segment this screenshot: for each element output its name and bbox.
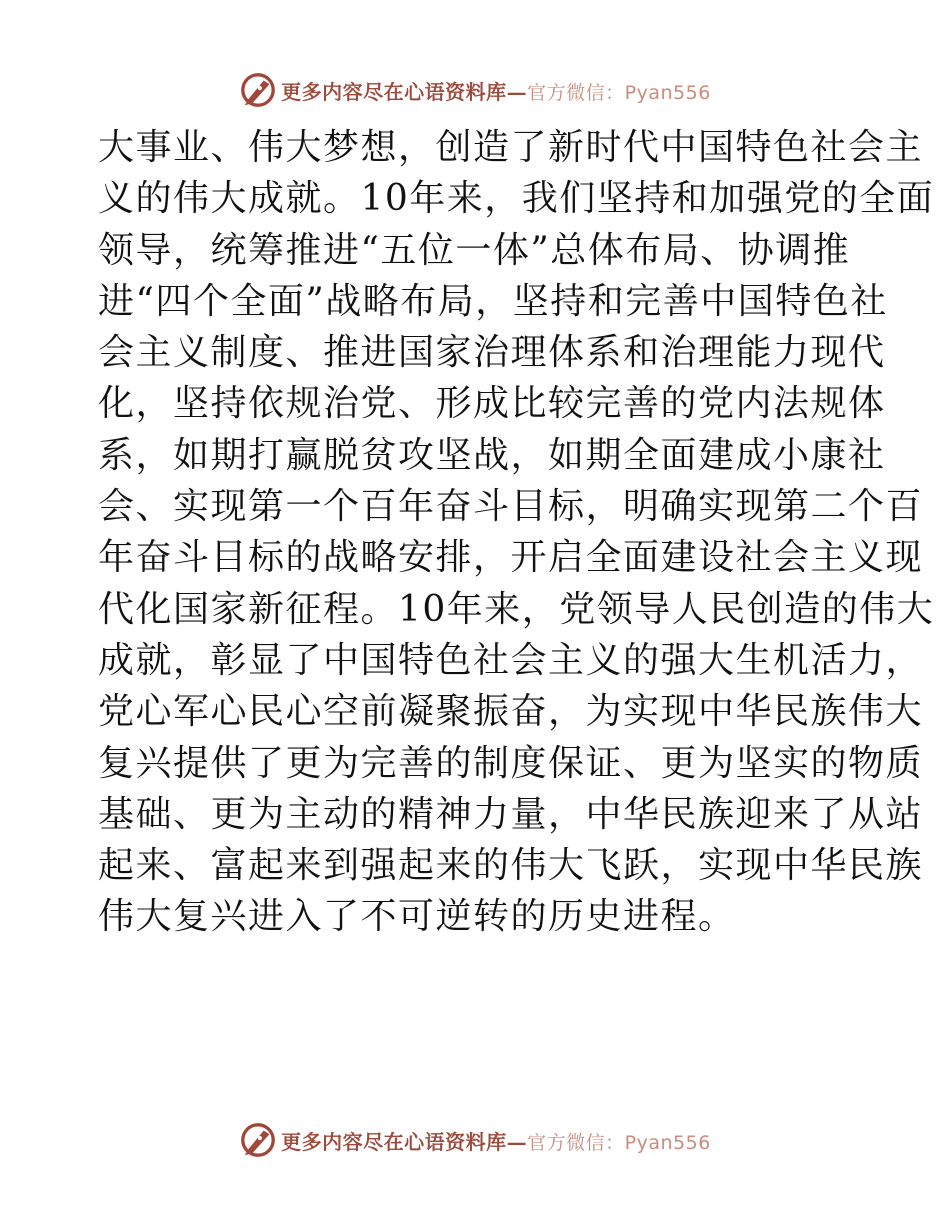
body-line: 系，如期打赢脱贫攻坚战，如期全面建成小康社: [98, 434, 886, 476]
pen-nib-logo-icon: [239, 1121, 277, 1159]
body-line: 会主义制度、推进国家治理体系和治理能力现代: [98, 332, 886, 374]
body-line: 复兴提供了更为完善的制度保证、更为坚实的物质: [98, 742, 924, 784]
body-line: 会、实现第一个百年奋斗目标，明确实现第二个百: [98, 486, 924, 528]
header-banner: [0, 70, 950, 110]
body-line: 成就，彰显了中国特色社会主义的强大生机活力，: [98, 639, 924, 681]
footer-banner: [0, 1120, 950, 1160]
body-line: 基础、更为主动的精神力量，中华民族迎来了从站: [98, 793, 924, 835]
body-paragraph: [98, 122, 935, 943]
footer-banner-wechat: 官方微信：Pyan556: [527, 1131, 711, 1154]
body-line: 代化国家新征程。10年来，党领导人民创造的伟大: [98, 588, 935, 630]
header-banner-wechat: 官方微信：Pyan556: [527, 81, 711, 104]
body-line: 起来、富起来到强起来的伟大飞跃，实现中华民族: [98, 845, 924, 887]
header-banner-text: [281, 76, 711, 105]
footer-banner-slogan: 更多内容尽在心语资料库—: [281, 1129, 528, 1154]
pen-nib-logo-icon: [239, 71, 277, 109]
body-line: 进“四个全面”战略布局，坚持和完善中国特色社: [98, 280, 888, 322]
body-line: 化，坚持依规治党、形成比较完善的党内法规体: [98, 383, 886, 425]
footer-banner-text: [281, 1126, 711, 1155]
body-line: 大事业、伟大梦想，创造了新时代中国特色社会主: [98, 127, 924, 168]
body-line: 年奋斗目标的战略安排，开启全面建设社会主义现: [98, 537, 924, 579]
body-line: 党心军心民心空前凝聚振奋，为实现中华民族伟大: [98, 691, 924, 733]
body-line: 伟大复兴进入了不可逆转的历史进程。: [98, 896, 736, 938]
header-banner-slogan: 更多内容尽在心语资料库—: [281, 79, 528, 104]
body-line: 领导，统筹推进“五位一体”总体布局、协调推: [98, 229, 851, 271]
body-line: 义的伟大成就。10年来，我们坚持和加强党的全面: [98, 178, 935, 220]
